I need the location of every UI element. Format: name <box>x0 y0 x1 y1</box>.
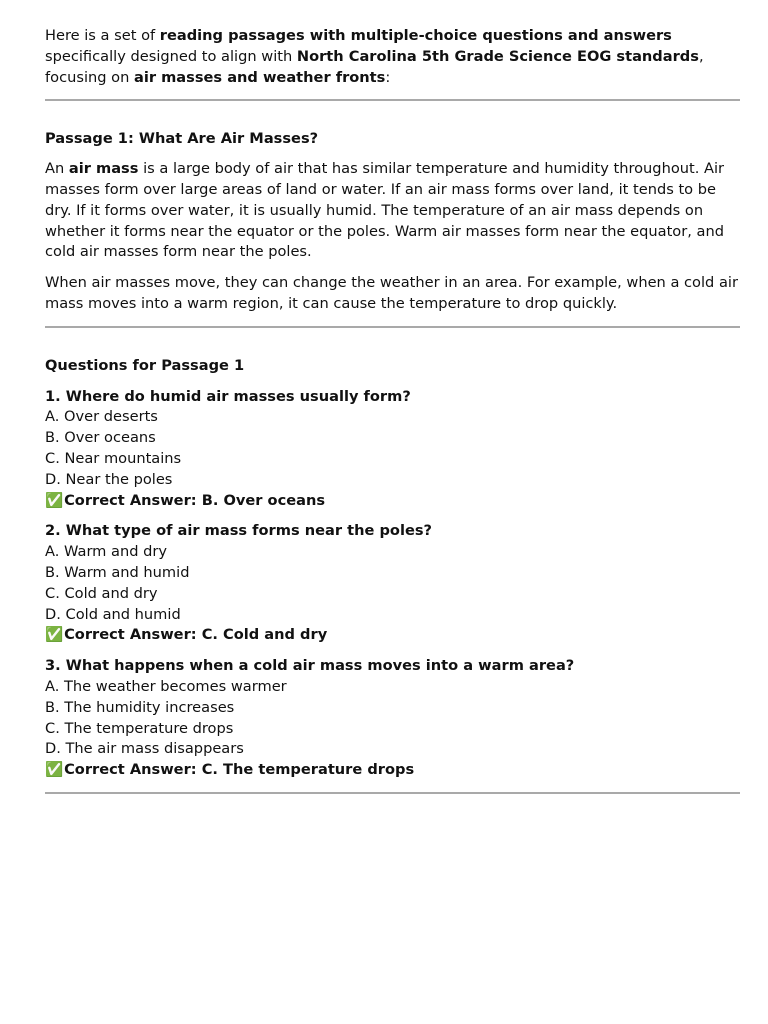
answer-option: B. Over oceans <box>45 429 156 447</box>
answer-option: A. Over deserts <box>45 408 158 426</box>
questions-title: Questions for Passage 1 <box>45 356 245 374</box>
passage-paragraph-2: When air masses move, they can change the weather in an area. For example, when a cold air mass moves into a warm region, it can cause the temperature to drop quickly. <box>45 274 738 312</box>
correct-answer-text: Correct Answer: C. The temperature drops <box>64 761 415 779</box>
answer-option: A. Warm and dry <box>45 543 168 561</box>
correct-answer <box>45 625 740 646</box>
correct-answer-text: Correct Answer: C. Cold and dry <box>64 626 328 644</box>
check-mark-icon: ✅ <box>45 626 64 644</box>
question-text: 2. What type of air mass forms near the poles? <box>45 522 433 540</box>
check-mark-icon: ✅ <box>45 491 64 509</box>
answer-option: C. Near mountains <box>45 449 182 467</box>
question-text: 3. What happens when a cold air mass moves into a warm area? <box>45 657 575 675</box>
divider-2 <box>45 326 740 328</box>
check-mark-icon: ✅ <box>45 761 64 779</box>
intro-bold-1: reading passages with multiple-choice questions and answers <box>159 27 672 44</box>
passage-paragraph-1 <box>45 159 740 263</box>
intro-text-4: : <box>385 68 391 86</box>
intro-text-3: , focusing on <box>45 47 704 86</box>
answer-option: C. Cold and dry <box>45 584 158 602</box>
passage-p1-text-2: is a large body of air that has similar temperature and humidity throughout. Air masses form over large areas of land or water. If an air mass forms over land, it tends to be dry. If it forms over water, it is usually humid. The temperature of an air mass depends on whether it forms near the equator or the poles. Warm air masses form near the equator, and cold air masses form near the poles. <box>45 160 725 261</box>
intro-text-1: Here is a set of <box>45 27 160 44</box>
answer-option: D. Near the poles <box>45 470 173 488</box>
intro-paragraph <box>45 26 740 88</box>
intro-text-2: specifically designed to align with <box>45 47 297 65</box>
intro-bold-2: North Carolina 5th Grade Science EOG standards <box>296 47 699 65</box>
correct-answer-text: Correct Answer: B. Over oceans <box>64 491 326 509</box>
passage-p1-text-1: An <box>45 160 69 178</box>
answer-option: B. Warm and humid <box>45 563 190 581</box>
correct-answer <box>45 491 740 512</box>
answer-option: B. The humidity increases <box>45 698 235 716</box>
divider-3 <box>45 792 740 794</box>
answer-option: C. The temperature drops <box>45 719 234 737</box>
question-block-3 <box>45 656 740 781</box>
passage-title: Passage 1: What Are Air Masses? <box>45 130 319 148</box>
correct-answer <box>45 760 740 781</box>
question-text: 1. Where do humid air masses usually form? <box>45 387 411 405</box>
answer-option: A. The weather becomes warmer <box>45 677 287 695</box>
intro-bold-3: air masses and weather fronts <box>133 68 386 86</box>
passage-p1-bold-1: air mass <box>68 160 139 178</box>
question-block-1 <box>45 387 740 512</box>
divider-1 <box>45 99 740 101</box>
question-block-2 <box>45 521 740 646</box>
answer-option: D. Cold and humid <box>45 605 181 623</box>
answer-option: D. The air mass disappears <box>45 740 244 758</box>
